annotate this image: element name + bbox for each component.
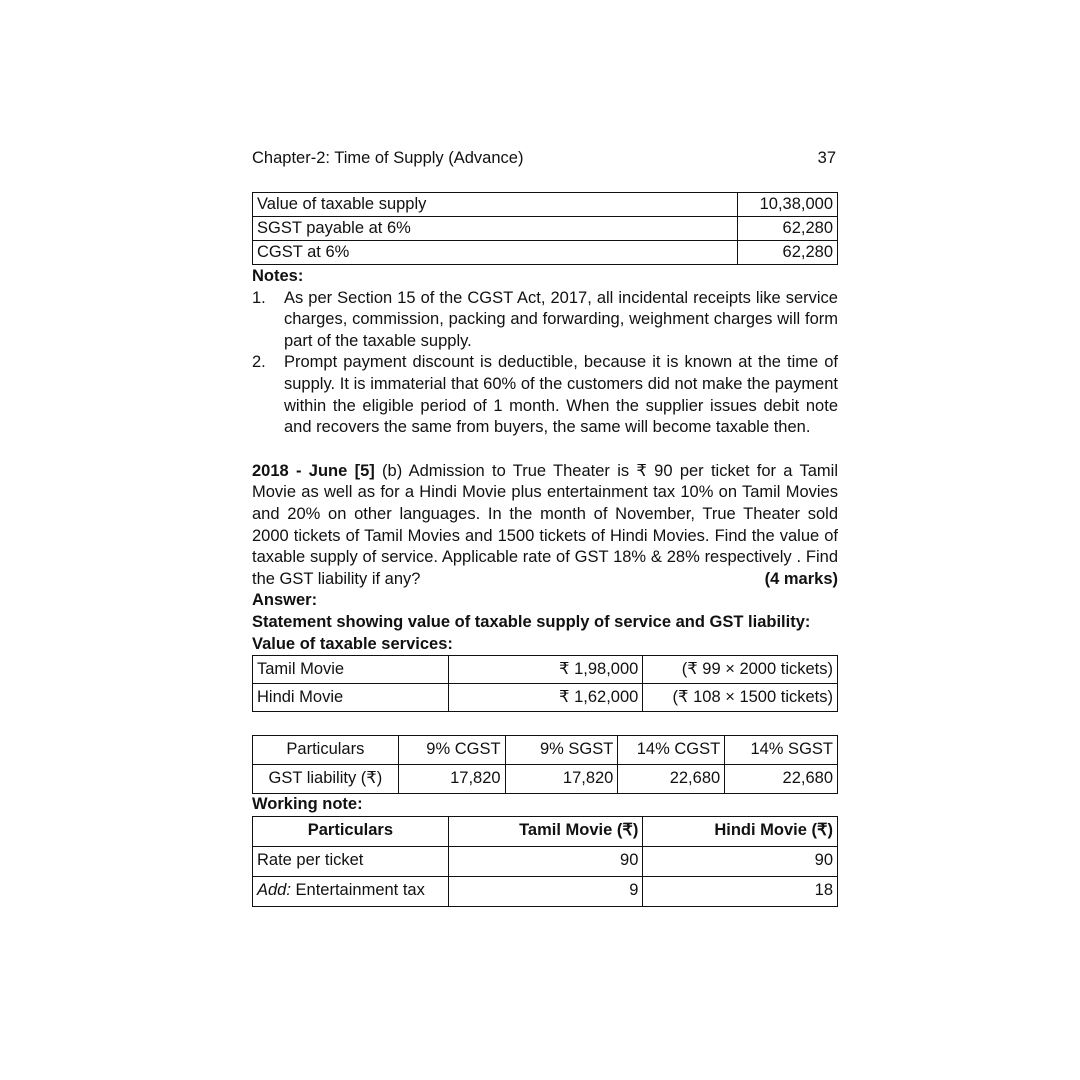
summary-label: SGST payable at 6% bbox=[253, 217, 738, 241]
summary-value: 62,280 bbox=[738, 217, 838, 241]
answer-label: Answer: bbox=[252, 591, 318, 610]
wn-prefix: Add: bbox=[257, 881, 291, 900]
working-note-heading: Working note: bbox=[252, 795, 363, 814]
table-row bbox=[253, 241, 838, 265]
answer-subheading: Value of taxable services: bbox=[252, 634, 453, 653]
notes-heading: Notes: bbox=[252, 267, 304, 285]
answer-statement: Statement showing value of taxable supply of service and GST liability: bbox=[252, 612, 811, 631]
summary-value: 62,280 bbox=[738, 241, 838, 265]
gst-header: 9% CGST bbox=[398, 736, 505, 765]
gst-cell: 17,820 bbox=[398, 765, 505, 794]
question-body: (b) Admission to True Theater is ₹ 90 per ticket for a Tamil Movie as well as for a Hindi Movie plus entertainment tax 10% on Tamil Movies and 20% on other languages. In the month of November, True Theater sold 2000 tickets of Tamil Movies and 1500 tickets of Hindi Movies. Find the value of taxable supply of service. Applicable rate of GST 18% & 28% respectively . Find the GST liability if any? bbox=[252, 461, 838, 588]
question-paragraph bbox=[252, 461, 838, 591]
summary-value: 10,38,000 bbox=[738, 193, 838, 217]
gst-cell: 22,680 bbox=[618, 765, 725, 794]
table-row bbox=[253, 736, 838, 765]
service-calc: (₹ 99 × 2000 tickets) bbox=[643, 656, 838, 684]
wn-label-cell bbox=[253, 846, 449, 876]
wn-tamil: 9 bbox=[448, 876, 643, 906]
service-amount: ₹ 1,98,000 bbox=[448, 656, 643, 684]
document-page bbox=[252, 146, 838, 907]
summary-label: CGST at 6% bbox=[253, 241, 738, 265]
wn-header: Particulars bbox=[253, 816, 449, 846]
table-row bbox=[253, 684, 838, 712]
service-amount: ₹ 1,62,000 bbox=[448, 684, 643, 712]
wn-tamil: 90 bbox=[448, 846, 643, 876]
table-row bbox=[253, 846, 838, 876]
question-marks: (4 marks) bbox=[764, 569, 838, 588]
service-movie: Tamil Movie bbox=[253, 656, 449, 684]
wn-hindi: 18 bbox=[643, 876, 838, 906]
gst-cell: GST liability (₹) bbox=[253, 765, 399, 794]
gst-cell: 17,820 bbox=[505, 765, 618, 794]
wn-label-cell bbox=[253, 876, 449, 906]
chapter-title: Chapter-2: Time of Supply (Advance) bbox=[252, 149, 524, 168]
table-row bbox=[253, 193, 838, 217]
gst-cell: 22,680 bbox=[725, 765, 838, 794]
wn-header: Tamil Movie (₹) bbox=[448, 816, 643, 846]
note-text: As per Section 15 of the CGST Act, 2017, all incidental receipts like service charges, commission, packing and forwarding, weighment charges will form part of the taxable supply. bbox=[284, 288, 838, 350]
service-calc: (₹ 108 × 1500 tickets) bbox=[643, 684, 838, 712]
table-row bbox=[253, 876, 838, 906]
services-table bbox=[252, 655, 838, 712]
summary-table bbox=[252, 192, 838, 265]
note-text: Prompt payment discount is deductible, because it is known at the time of supply. It is immaterial that 60% of the customers did not make the payment within the eligible period of 1 month. When the supplier issues debit note and recovers the same from buyers, the same will become taxable then. bbox=[284, 353, 838, 437]
question-tag: 2018 - June [5] bbox=[252, 461, 375, 480]
notes-list bbox=[252, 288, 838, 439]
wn-hindi: 90 bbox=[643, 846, 838, 876]
summary-label: Value of taxable supply bbox=[253, 193, 738, 217]
gst-header: 9% SGST bbox=[505, 736, 618, 765]
table-row bbox=[253, 816, 838, 846]
wn-header: Hindi Movie (₹) bbox=[643, 816, 838, 846]
gst-header: 14% SGST bbox=[725, 736, 838, 765]
table-row bbox=[253, 656, 838, 684]
note-number: 1. bbox=[252, 288, 266, 307]
table-row bbox=[253, 765, 838, 794]
gst-header: Particulars bbox=[253, 736, 399, 765]
page-header bbox=[252, 146, 838, 172]
note-number: 2. bbox=[252, 353, 266, 372]
gst-header: 14% CGST bbox=[618, 736, 725, 765]
table-row bbox=[253, 217, 838, 241]
service-movie: Hindi Movie bbox=[253, 684, 449, 712]
gst-liability-table bbox=[252, 735, 838, 794]
working-note-table bbox=[252, 816, 838, 907]
list-item bbox=[252, 288, 838, 353]
page-number: 37 bbox=[817, 149, 836, 168]
list-item bbox=[252, 352, 838, 438]
wn-label: Entertainment tax bbox=[290, 881, 425, 900]
wn-label: Rate per ticket bbox=[257, 851, 364, 870]
